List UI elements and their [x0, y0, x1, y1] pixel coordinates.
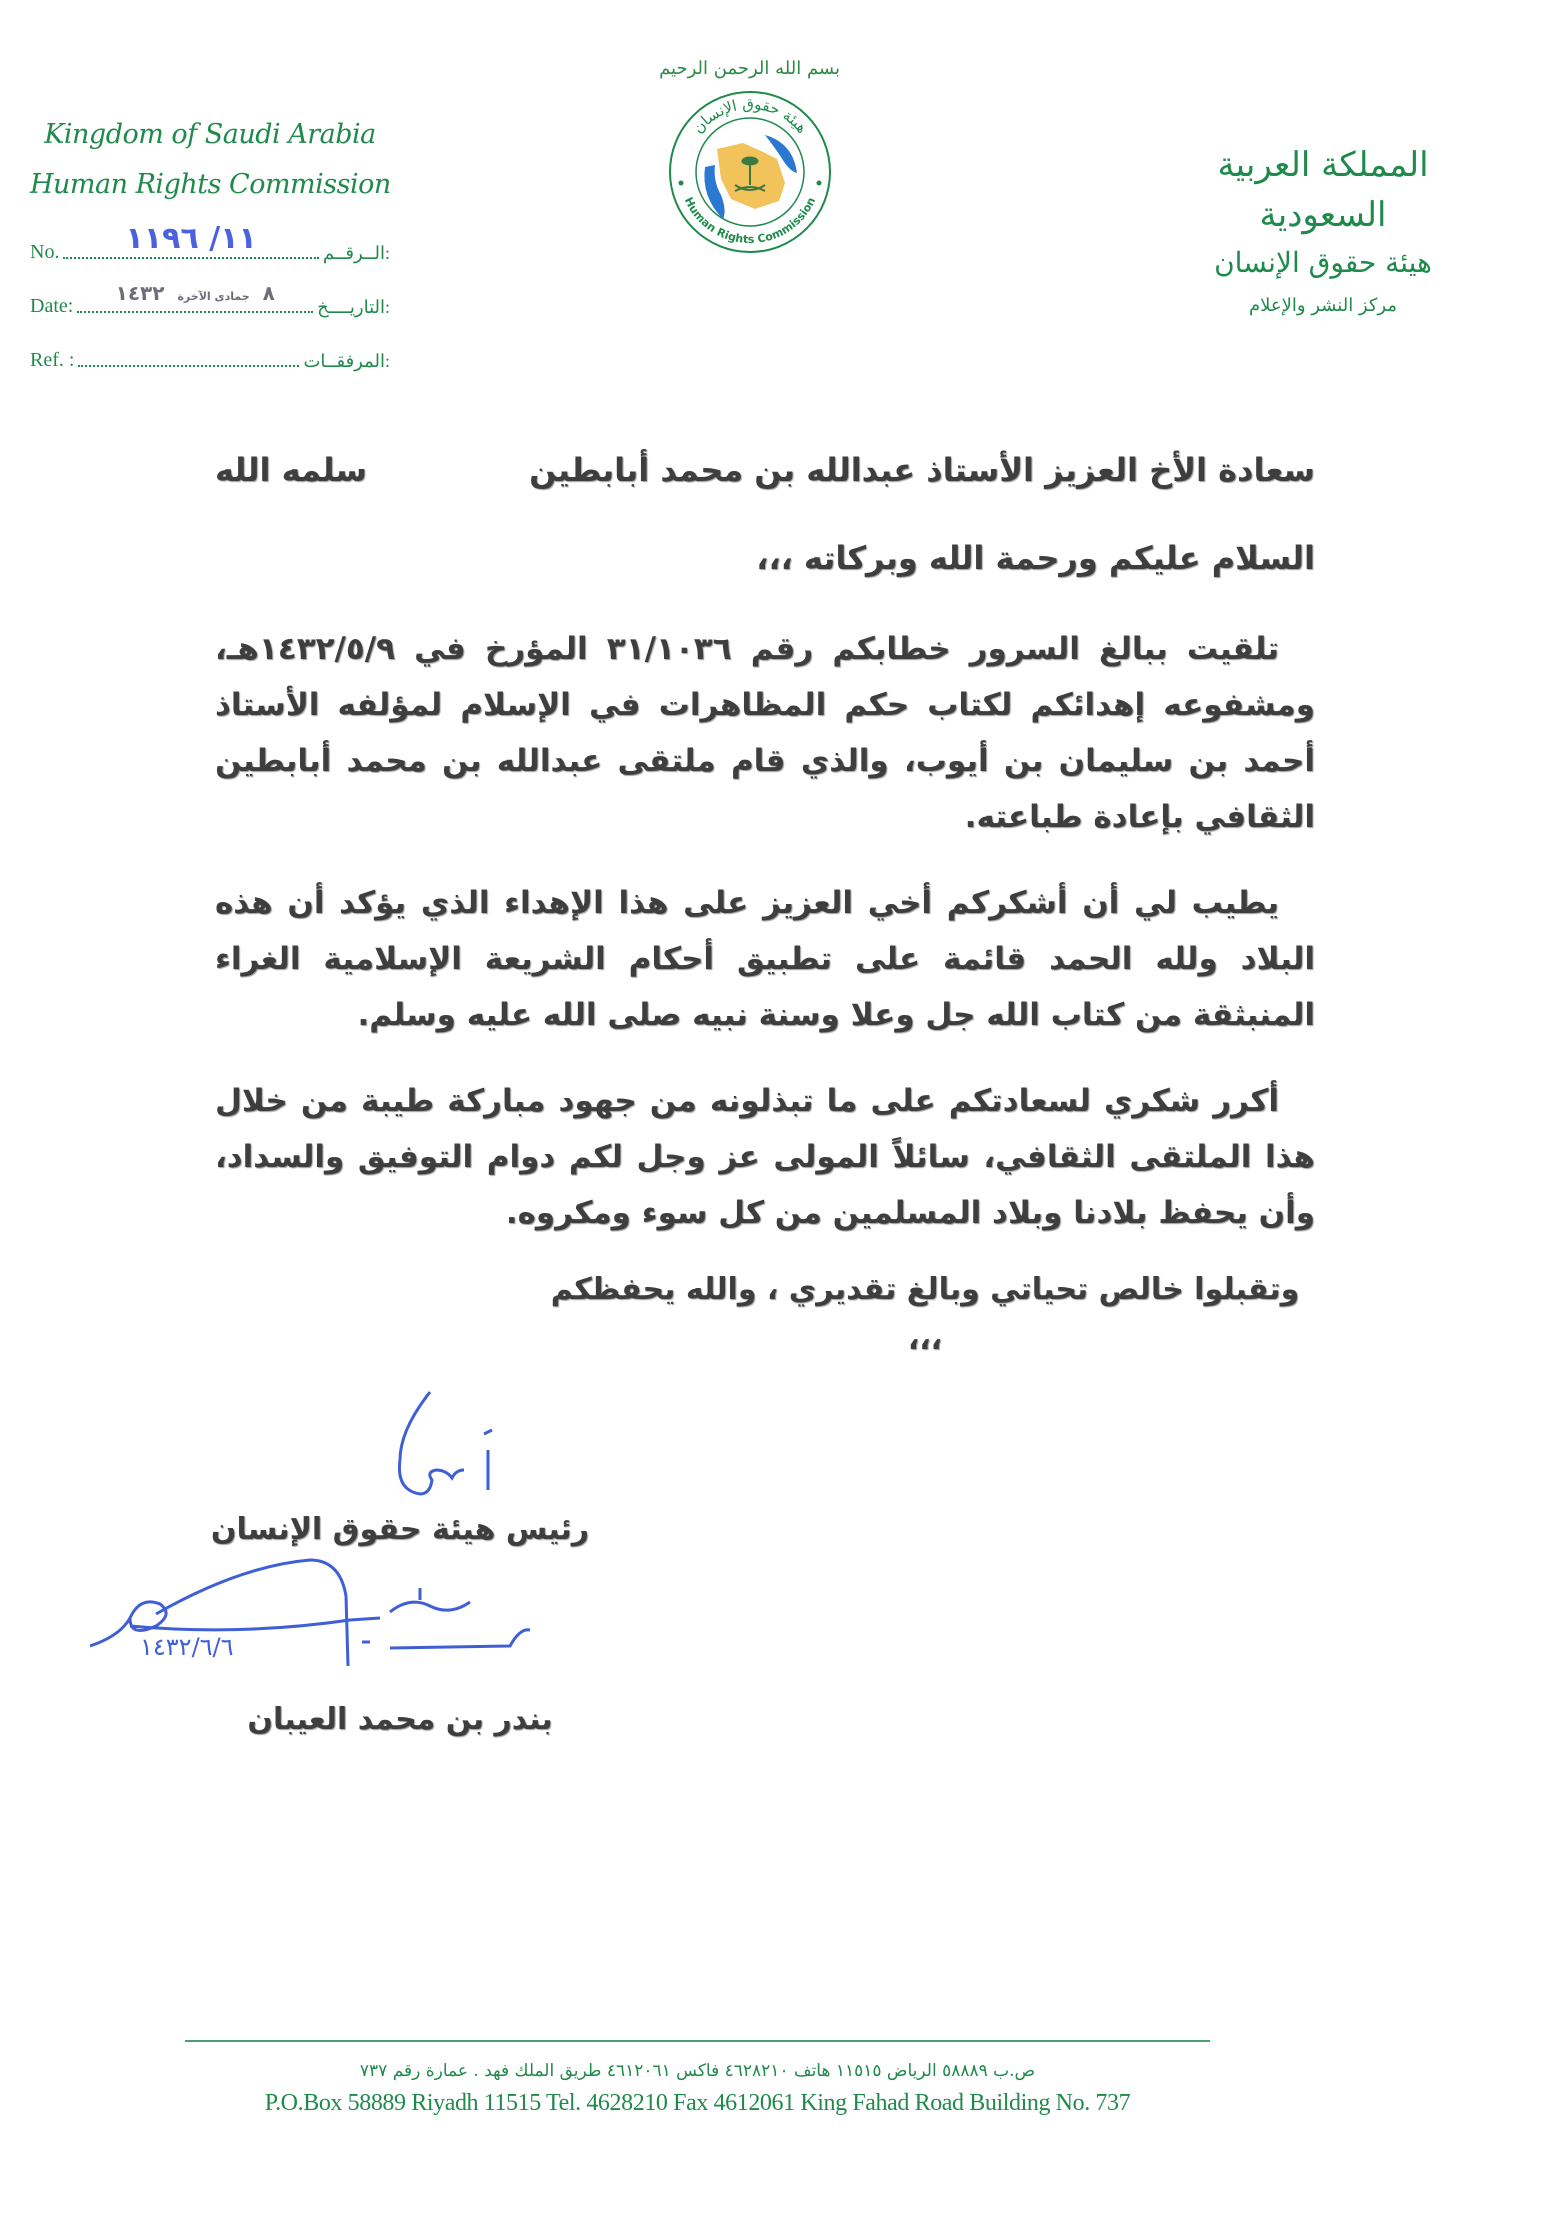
date-label-en: Date:	[30, 295, 74, 317]
paragraph-text: يطيب لي أن أشكركم أخي العزيز على هذا الإهداء الذي يؤكد أن هذه البلاد ولله الحمد قائمة على تطبيق أحكام الشريعة الإسلامية الغراء المنبثقة من كتاب الله جل وعلا وسنة نبيه صلى الله عليه وسلم.	[215, 885, 1315, 1033]
logo-ring-text-ar: هيئة حقوق الإنسان	[688, 94, 812, 137]
paragraph-text: أكرر شكري لسعادتكم على ما تبذلونه من جهود مباركة طيبة من خلال هذا الملتقى الثقافي، سائلاً المولى عز وجل لكم دوام التوفيق والسداد، وأن يحفظ بلادنا وبلاد المسلمين من كل سوء ومكروه.	[215, 1083, 1315, 1231]
reference-number-value: ١١/ ١١٩٦	[125, 221, 257, 256]
closing-line: وتقبلوا خالص تحياتي وبالغ تقديري ، والله يحفظكم ،،،	[550, 1272, 1300, 1357]
date-day: ٨	[262, 281, 275, 305]
commission-title-en: Human Rights Commission	[30, 169, 391, 200]
paragraph-text: تلقيت ببالغ السرور خطابكم رقم ٣١/١٠٣٦ المؤرخ في ١٤٣٢/٥/٩هـ، ومشفوعه إهدائكم لكتاب حكم المظاهرات في الإسلام لمؤلفه الأستاذ أحمد بن سليمان بن أيوب، والذي قام ملتقى عبدالله بن محمد أبابطين الثقافي بإعادة طباعته.	[215, 631, 1315, 835]
paragraph	[215, 875, 1315, 1043]
attachments-field	[30, 318, 390, 372]
letter-body	[215, 445, 1315, 1365]
date-month: جمادى الآخرة	[177, 290, 250, 303]
date-stamp	[116, 279, 275, 311]
date-field	[30, 264, 390, 318]
kingdom-title-en: Kingdom of Saudi Arabia	[44, 119, 376, 150]
footer-address-ar: ص.ب ٥٨٨٨٩ الرياض ١١٥١٥ هاتف ٤٦٢٨٢١٠ فاكس ٤٦١٢٠٦١ طريق الملك فهد . عمارة رقم ٧٣٧	[359, 2061, 1036, 2081]
paragraph	[215, 1073, 1315, 1241]
signer-title: رئيس هيئة حقوق الإنسان	[210, 1512, 590, 1547]
letterhead-footer	[185, 2040, 1210, 2120]
date-label-ar: :التاريــــخ	[317, 297, 390, 317]
letterhead-right	[1158, 140, 1488, 326]
handwritten-date: ١٤٣٢/٦/٦	[140, 1633, 234, 1661]
no-label-ar: :الــرقــم	[322, 243, 390, 263]
reference-number-line	[63, 221, 318, 259]
kingdom-title-ar: المملكة العربية السعودية	[1217, 145, 1429, 235]
logo-dot-left	[679, 181, 684, 186]
commission-logo-icon	[665, 87, 835, 257]
no-label-en: No.	[30, 241, 60, 263]
addressee-suffix: سلمه الله	[215, 451, 367, 489]
attachments-line	[78, 365, 299, 367]
reference-number-field	[30, 210, 390, 264]
paragraph	[215, 621, 1315, 845]
salutation-row	[215, 445, 1315, 495]
handwritten-initial-icon	[360, 1390, 510, 1500]
addressee: سعادة الأخ العزيز الأستاذ عبدالله بن محمد أبابطين	[529, 451, 1315, 489]
letterhead-center	[660, 58, 840, 257]
signature-scribble-icon	[90, 1556, 610, 1686]
department-title-ar: مركز النشر والإعلام	[1248, 295, 1397, 316]
basmala-calligraphy: بسم الله الرحمن الرحيم	[659, 58, 840, 79]
footer-divider	[185, 2040, 1210, 2042]
date-year: ١٤٣٢	[115, 281, 165, 305]
logo-ring-text-en: Human Rights Commission	[681, 195, 819, 247]
letterhead-left	[30, 110, 390, 372]
signer-name: بندر بن محمد العيبان	[247, 1702, 553, 1737]
footer-address-en: P.O.Box 58889 Riyadh 11515 Tel. 4628210 Fax 4612061 King Fahad Road Building No. 737	[264, 2090, 1131, 2116]
ref-label-ar: :المرفقــات	[303, 351, 390, 371]
date-line	[77, 279, 313, 313]
commission-title-ar: هيئة حقوق الإنسان	[1214, 246, 1432, 279]
greeting: السلام عليكم ورحمة الله وبركاته ،،،	[756, 539, 1315, 577]
ref-label-en: Ref. :	[30, 349, 75, 371]
logo-dot-right	[817, 181, 822, 186]
